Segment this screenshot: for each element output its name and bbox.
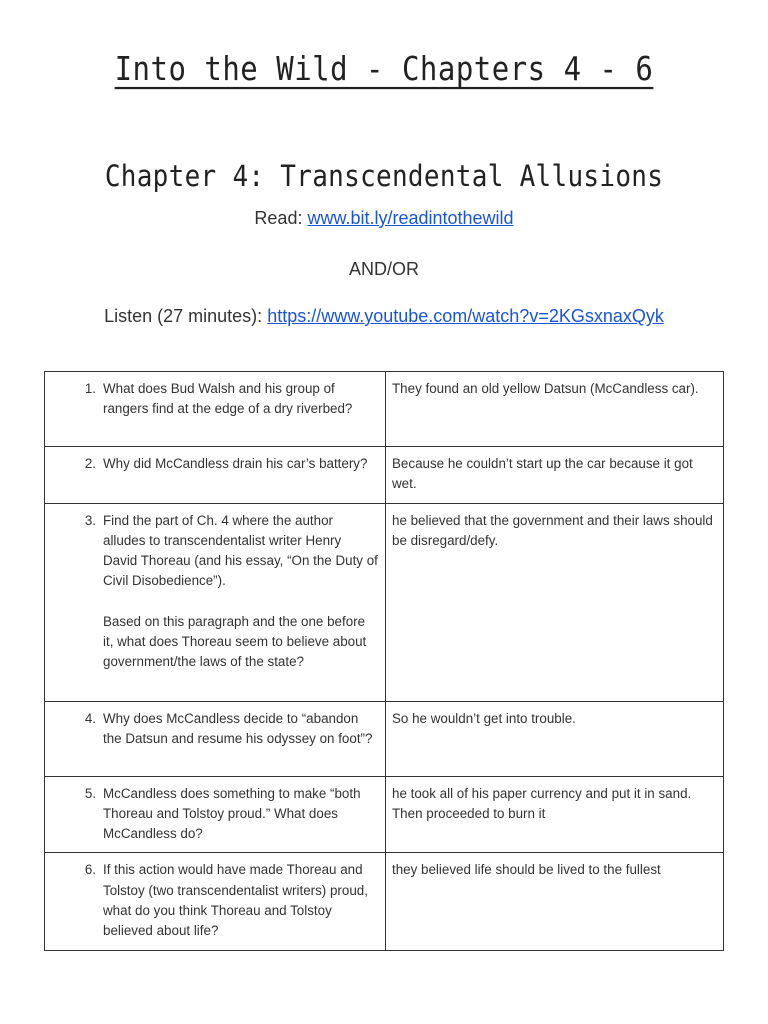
read-label: Read:: [254, 208, 308, 228]
question-number: 1.: [84, 381, 96, 396]
question-cell: [45, 503, 386, 701]
answer-cell[interactable]: he believed that the government and their laws should be disregard/defy.: [386, 503, 724, 701]
table-row: [45, 853, 724, 950]
and-or-text: AND/OR: [348, 259, 419, 279]
question-table: [44, 371, 724, 951]
question-cell: [45, 776, 386, 853]
read-link[interactable]: www.bit.ly/readintothewild: [307, 208, 514, 228]
question-cell: [45, 853, 386, 950]
question-text: Find the part of Ch. 4 where the author alludes to transcendentalist writer Henry David Thoreau (and his essay, “On the Duty of Civil Disobedience”).: [103, 512, 378, 589]
question-number: 4.: [84, 710, 96, 726]
question-number: 2.: [84, 456, 96, 471]
question-text: McCandless does something to make “both Thoreau and Tolstoy proud.” What does McCandless do?: [103, 785, 361, 842]
listen-link[interactable]: https://www.youtube.com/watch?v=2KGsxnaxQyk: [267, 306, 664, 326]
question-text: If this action would have made Thoreau and Tolstoy (two transcendentalist writers) proud, what do you think Thoreau and Tolstoy believed about life?: [103, 862, 368, 939]
listen-label: Listen (27 minutes):: [104, 306, 268, 326]
question-cell: [45, 447, 386, 504]
question-cell: [45, 372, 386, 447]
question-cell: [45, 701, 386, 776]
question-number: 6.: [84, 862, 96, 878]
listen-line: [0, 306, 768, 327]
page-title: Into the Wild - Chapters 4 - 6: [114, 49, 654, 89]
answer-cell[interactable]: they believed life should be lived to the fullest: [386, 853, 724, 950]
answer-cell[interactable]: They found an old yellow Datsun (McCandless car).: [386, 372, 724, 447]
chapter-heading: Chapter 4: Transcendental Allusions: [104, 160, 664, 194]
question-text-part2: Based on this paragraph and the one before it, what does Thoreau seem to believe about government/the laws of the state?: [103, 613, 367, 670]
table-row: [45, 447, 724, 504]
table-row: [45, 701, 724, 776]
question-text: Why does McCandless decide to “abandon the Datsun and resume his odyssey on foot”?: [103, 710, 373, 746]
answer-cell[interactable]: So he wouldn’t get into trouble.: [386, 701, 724, 776]
question-number: 5.: [84, 785, 96, 801]
question-text: Why did McCandless drain his car’s battery?: [103, 456, 368, 471]
answer-cell[interactable]: Because he couldn’t start up the car because it got wet.: [386, 447, 724, 504]
question-text: What does Bud Walsh and his group of rangers find at the edge of a dry riverbed?: [103, 381, 353, 417]
table-row: [45, 372, 724, 447]
table-row: [45, 503, 724, 701]
read-line: [0, 208, 768, 229]
table-row: [45, 776, 724, 853]
answer-cell[interactable]: he took all of his paper currency and put it in sand. Then proceeded to burn it: [386, 776, 724, 853]
question-number: 3.: [84, 512, 96, 528]
